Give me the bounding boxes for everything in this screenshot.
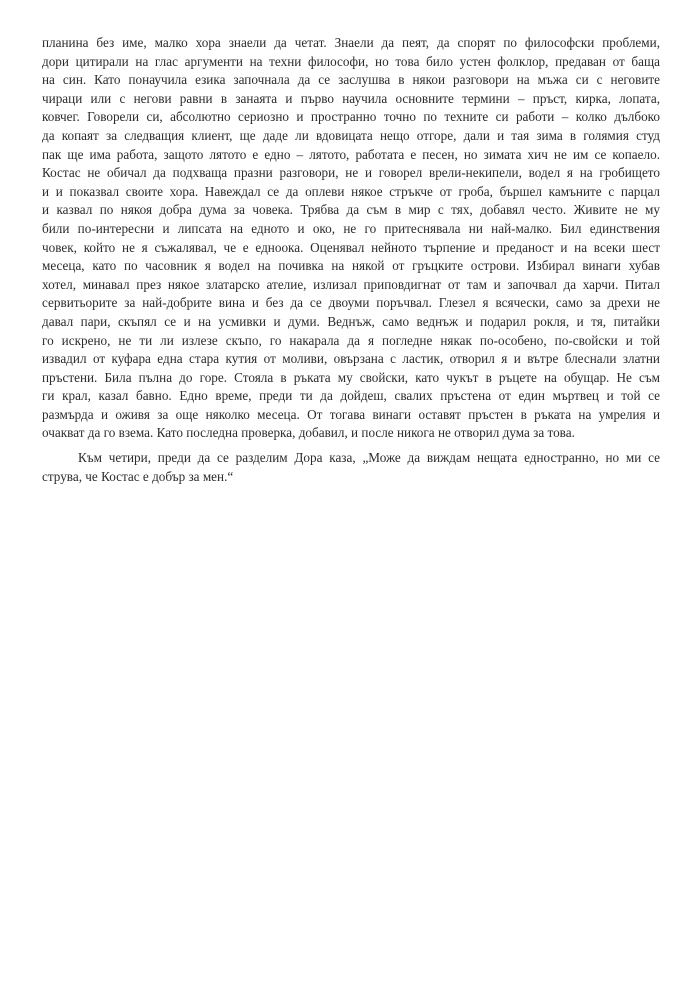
text-line: давал пари, скъпял се и на усмивки и думи. Веднъж, само веднъж и подарил рокля, и тя, питайки <box>42 313 660 329</box>
text-line: Към четири, преди да се разделим Дора каза, „Може да виждам нещата едностранно, но ми се <box>78 450 660 466</box>
text-line: извадил от куфара една стара кутия от моливи, овързана с ластик, отворил я и вътре блеснали златни <box>42 351 660 367</box>
text-line: ковчег. Говорели си, абсолютно сериозно и пространно точно по техните си работи – колко дълбоко <box>42 109 660 125</box>
text-line: го искрено, не ти ли излезе скъпо, го накарала да я погледне някак по-особено, по-свойски и той <box>42 332 660 348</box>
paragraph-2 <box>42 449 660 486</box>
text-line: сервитьорите за най-добрите вина и без да се двоуми поръчвал. Глезел я всячески, само за дрехи не <box>42 295 660 311</box>
text-line: били по-интересни и липсата на едното и око, не го притеснявала ни най-малко. Бил единствения <box>42 220 660 236</box>
text-line: чираци или с негови равни в занаята и първо научила основните термини – пръст, кирка, лопата, <box>42 90 660 106</box>
text-line: да копаят за следващия клиент, ще даде ли вдовицата нещо отгоре, дали и тая зима в голямия студ <box>42 127 660 143</box>
text-line: хотел, минавал през някое златарско ателие, излизал приповдигнат от там и започвал да харчи. Питал <box>42 276 660 292</box>
text-line: пръстени. Била пълна до горе. Стояла в ръката му свойски, като чукът в ръцете на обущар. Не съм <box>42 369 660 385</box>
text-line: очакват да го взема. Като последна проверка, добавил, и после никога не отворил дума за това. <box>42 425 575 441</box>
text-line: и казвал по някоя добра дума за човека. Трябва да съм в мир с тях, добавял често. Живите не му <box>42 202 660 218</box>
text-line: размърда и оживя за още няколко месеца. От тогава винаги оставят пръстен в ръката на умрелия и <box>42 406 660 422</box>
text-line: месеца, като по часовник я водел на почивка на някой от гръцките острови. Избирал винаги хубав <box>42 258 660 274</box>
text-line: ги крал, казал бавно. Едно време, преди ти да дойдеш, свалих пръстена от един мъртвец и той се <box>42 388 660 404</box>
text-line: планина без име, малко хора знаели да четат. Знаели да пеят, да спорят по философски проблеми, <box>42 35 660 50</box>
text-line: пак ще има работа, защото лятото е едно – лятото, работата е песен, но зимата хич не им се копаело. <box>42 146 660 162</box>
text-line: Костас не обичал да подхваща празни разговори, не и говорел врели-некипели, водел я на гробището <box>42 165 660 181</box>
document-page <box>42 34 660 486</box>
text-line: дори цитирали на глас аргументи на техни философи, но това било устен фолклор, предаван от баща <box>42 53 660 69</box>
text-line: на син. Като понаучила езика започнала да се заслушва в някои разговори на мъжа си с неговите <box>42 72 660 88</box>
text-line: струва, че Костас е добър за мен.“ <box>42 468 234 484</box>
text-line: и и показвал своите хора. Навеждал се да оплеви някое стръкче от гроба, бършел камъните с парцал <box>42 183 660 199</box>
text-line: човек, който не я съжалявал, че е едноока. Оценявал нейното търпение и преданост и на всеки шест <box>42 239 660 255</box>
paragraph-1 <box>42 34 660 443</box>
